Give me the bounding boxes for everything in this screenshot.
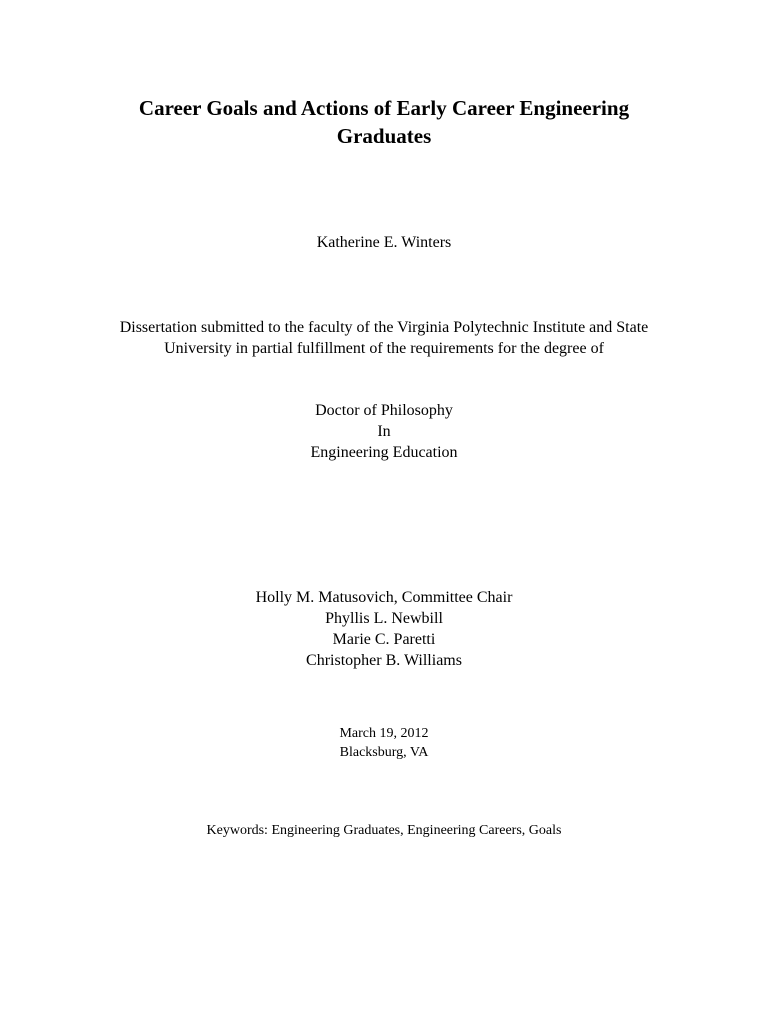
committee-member: Marie C. Paretti [332, 631, 436, 648]
title-line-2: Graduates [336, 124, 432, 148]
author-name-text: Katherine E. Winters [316, 234, 452, 251]
degree-info [0, 400, 768, 463]
degree-connector: In [377, 423, 391, 440]
committee-member: Phyllis L. Newbill [325, 610, 443, 627]
committee-list [0, 587, 768, 671]
submission-line-1: Dissertation submitted to the faculty of the Virginia Polytechnic Institute and State [119, 319, 649, 336]
committee-member: Christopher B. Williams [306, 652, 462, 669]
degree-field: Engineering Education [310, 444, 458, 461]
author-name [0, 233, 768, 253]
submission-place: Blacksburg, VA [339, 745, 429, 760]
keywords-text: Keywords: Engineering Graduates, Engineering Careers, Goals [206, 823, 562, 838]
dissertation-title [0, 94, 768, 150]
committee-member-chair: Holly M. Matusovich, Committee Chair [255, 589, 513, 606]
degree-name: Doctor of Philosophy [315, 402, 453, 419]
title-line-1: Career Goals and Actions of Early Career Engineering [138, 96, 630, 120]
submission-statement [0, 317, 768, 359]
submission-line-2: University in partial fulfillment of the requirements for the degree of [164, 340, 604, 357]
keywords [0, 822, 768, 840]
submission-date: March 19, 2012 [339, 726, 429, 741]
date-location [0, 724, 768, 762]
